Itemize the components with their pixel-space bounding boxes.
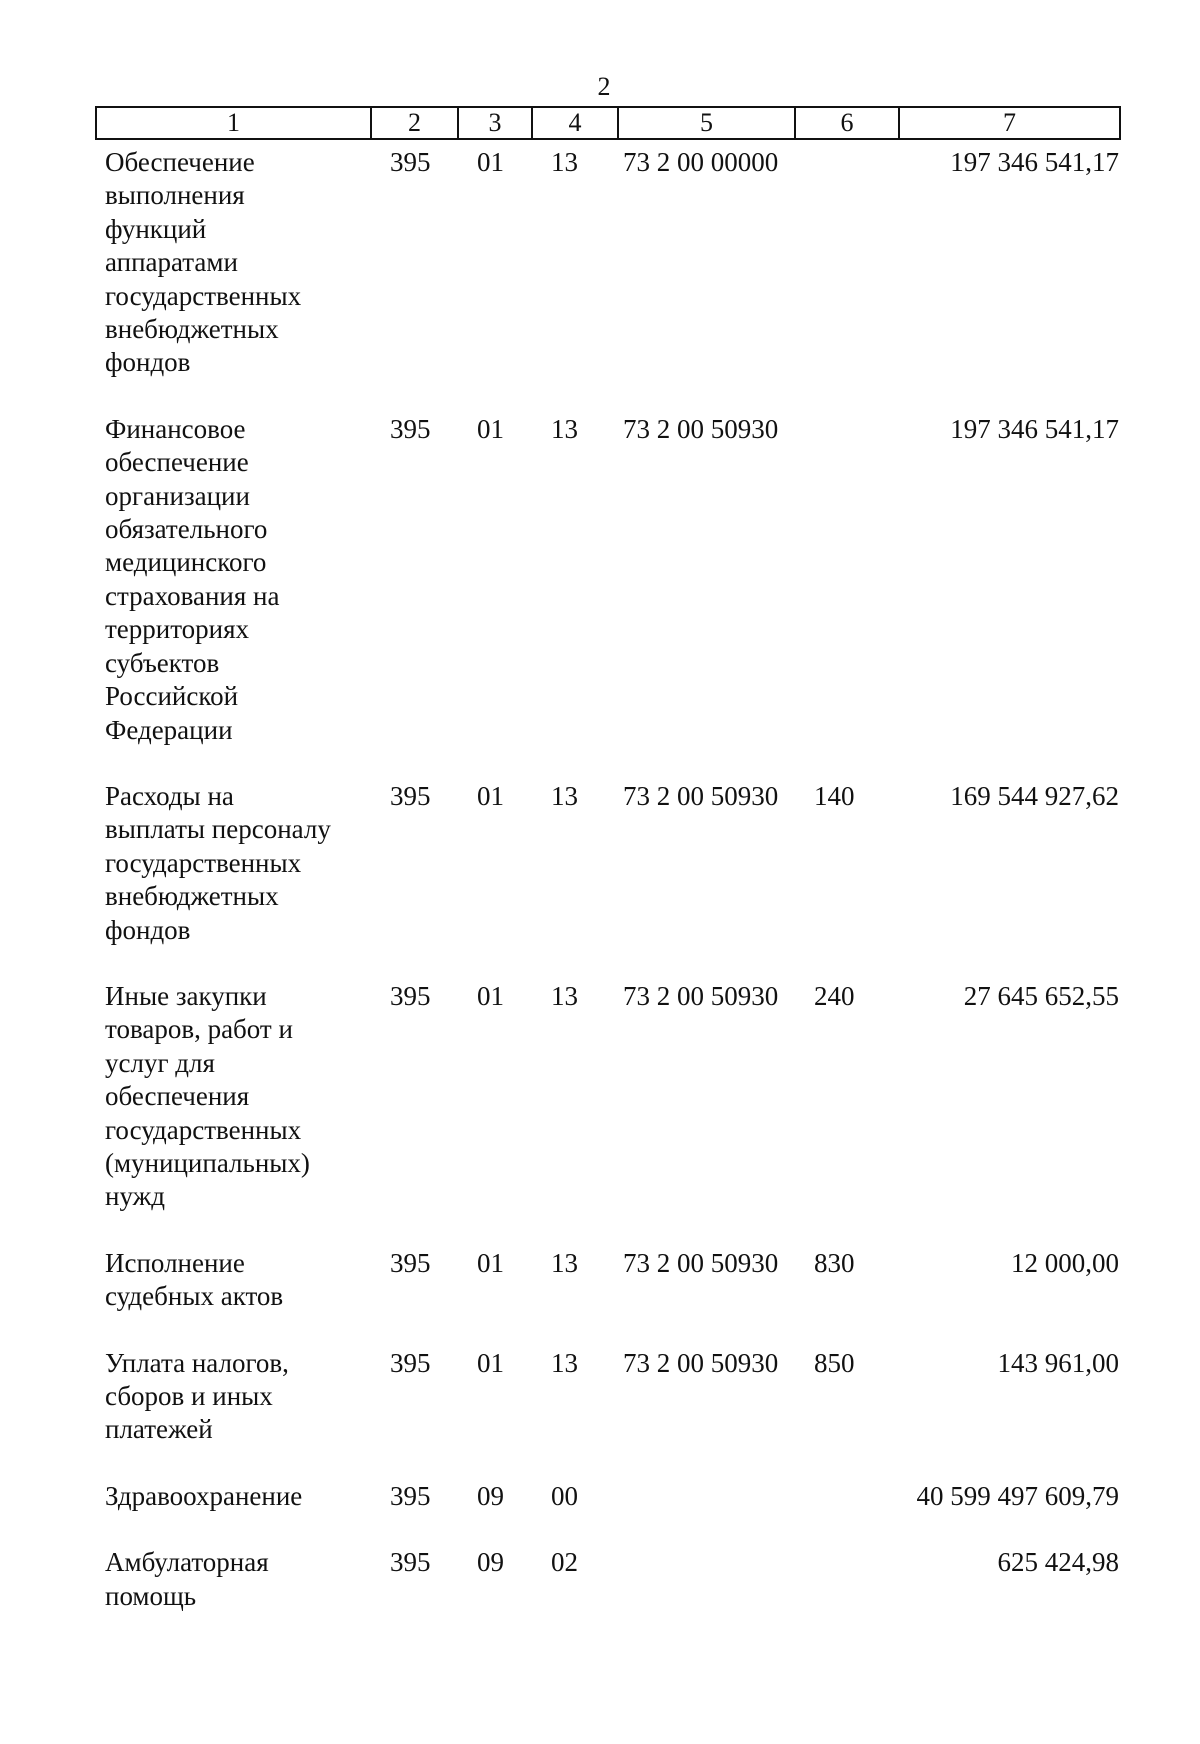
row-name — [95, 1247, 370, 1314]
row-name-line: организации — [105, 480, 250, 511]
table-row — [95, 1480, 1119, 1513]
row-spacer-cell — [95, 747, 1119, 780]
row-section-code: 01 — [477, 147, 504, 177]
table-row — [95, 413, 1119, 747]
row-name — [95, 1546, 370, 1613]
row-section-code: 01 — [477, 980, 504, 1011]
row-name — [95, 980, 370, 1214]
column-header-3: 3 — [458, 107, 532, 139]
row-target-article: 73 2 00 50930 — [623, 1347, 779, 1378]
row-amount: 197 346 541,17 — [950, 147, 1119, 177]
row-name-line: медицинского — [105, 547, 267, 578]
table-body — [95, 146, 1119, 1613]
row-name-line: товаров, работ и — [105, 1014, 293, 1045]
table-row — [95, 146, 1119, 380]
row-admin-code: 395 — [390, 1247, 431, 1278]
row-name-line: Иные закупки — [105, 980, 267, 1011]
row-section-code: 09 — [477, 1547, 504, 1578]
row-name — [95, 146, 370, 380]
row-name-line: Расходы на — [105, 780, 234, 811]
row-name-line: судебных актов — [105, 1281, 284, 1312]
row-name-line: страхования на — [105, 580, 280, 611]
column-header-2: 2 — [371, 107, 458, 139]
column-header-1: 1 — [96, 107, 371, 139]
row-spacer — [95, 1314, 1119, 1347]
row-spacer — [95, 1447, 1119, 1480]
row-name-line: государственных — [105, 847, 302, 878]
row-name-line: помощь — [105, 1580, 197, 1611]
row-subsection-code: 02 — [551, 1547, 578, 1578]
row-name-line: внебюджетных — [105, 314, 279, 345]
row-subsection-code: 13 — [551, 980, 578, 1011]
row-target-article — [617, 1480, 794, 1513]
row-expense-type — [794, 413, 898, 747]
budget-table — [95, 146, 1119, 1613]
row-name-line: обеспечения — [105, 1081, 250, 1112]
row-name-line: фондов — [105, 914, 191, 945]
row-name-line: Уплата налогов, — [105, 1347, 289, 1378]
row-spacer — [95, 947, 1119, 980]
row-admin-code: 395 — [390, 413, 431, 444]
row-name — [95, 1480, 370, 1513]
row-name-line: Федерации — [105, 714, 233, 745]
row-name-line: субъектов — [105, 647, 220, 678]
row-name-line: Российской — [105, 681, 239, 712]
column-header-row — [95, 106, 1121, 140]
row-expense-type — [794, 146, 898, 380]
row-spacer — [95, 1214, 1119, 1247]
row-amount: 40 599 497 609,79 — [916, 1480, 1119, 1511]
row-name-line: территориях — [105, 614, 250, 645]
row-target-article: 73 2 00 50930 — [623, 413, 779, 444]
row-amount: 143 961,00 — [997, 1347, 1119, 1378]
row-name — [95, 413, 370, 747]
row-spacer — [95, 380, 1119, 413]
row-expense-type — [794, 1480, 898, 1513]
row-subsection-code: 13 — [551, 1247, 578, 1278]
column-header-4: 4 — [532, 107, 618, 139]
row-section-code: 01 — [477, 780, 504, 811]
row-name-line: Здравоохранение — [105, 1480, 303, 1511]
column-header-6: 6 — [795, 107, 899, 139]
row-name-line: платежей — [105, 1414, 213, 1445]
row-spacer-cell — [95, 1214, 1119, 1247]
row-name-line: фондов — [105, 347, 191, 378]
row-expense-type: 140 — [814, 780, 855, 811]
row-section-code: 01 — [477, 1247, 504, 1278]
row-subsection-code: 13 — [551, 1347, 578, 1378]
column-header-7: 7 — [899, 107, 1120, 139]
row-amount: 625 424,98 — [997, 1547, 1119, 1578]
row-admin-code: 395 — [390, 1480, 431, 1511]
row-name-line: государственных — [105, 1114, 302, 1145]
row-spacer-cell — [95, 1447, 1119, 1480]
row-name-line: обязательного — [105, 514, 268, 545]
table-row — [95, 980, 1119, 1214]
row-expense-type: 830 — [814, 1247, 855, 1278]
row-admin-code: 395 — [390, 1347, 431, 1378]
row-spacer — [95, 747, 1119, 780]
row-name-line: государственных — [105, 280, 302, 311]
row-target-article: 73 2 00 50930 — [623, 1247, 779, 1278]
row-target-article: 73 2 00 00000 — [623, 147, 779, 177]
row-spacer-cell — [95, 380, 1119, 413]
row-name-line: выполнения — [105, 180, 245, 211]
row-name-line: услуг для — [105, 1047, 215, 1078]
row-target-article — [617, 1546, 794, 1613]
row-section-code: 01 — [477, 413, 504, 444]
row-name-line: функций — [105, 213, 207, 244]
row-name-line: Амбулаторная — [105, 1547, 269, 1578]
row-section-code: 09 — [477, 1480, 504, 1511]
row-name-line: выплаты персоналу — [105, 814, 331, 845]
row-subsection-code: 00 — [551, 1480, 578, 1511]
row-name-line: внебюджетных — [105, 881, 279, 912]
row-name-line: аппаратами — [105, 247, 238, 278]
row-name-line: Исполнение — [105, 1247, 245, 1278]
row-spacer — [95, 1513, 1119, 1546]
row-spacer-cell — [95, 1314, 1119, 1347]
row-admin-code: 395 — [390, 147, 431, 177]
row-target-article: 73 2 00 50930 — [623, 980, 779, 1011]
column-header-5: 5 — [618, 107, 795, 139]
table-row — [95, 1347, 1119, 1447]
row-name-line: нужд — [105, 1181, 165, 1212]
row-subsection-code: 13 — [551, 413, 578, 444]
row-spacer-cell — [95, 1513, 1119, 1546]
row-name — [95, 1347, 370, 1447]
row-admin-code: 395 — [390, 780, 431, 811]
table-row — [95, 780, 1119, 947]
row-subsection-code: 13 — [551, 780, 578, 811]
table-row — [95, 1247, 1119, 1314]
table-row — [95, 1546, 1119, 1613]
row-admin-code: 395 — [390, 1547, 431, 1578]
row-name-line: Обеспечение — [105, 147, 255, 177]
row-spacer-cell — [95, 947, 1119, 980]
row-expense-type: 240 — [814, 980, 855, 1011]
page-number: 2 — [597, 72, 611, 101]
row-expense-type — [794, 1546, 898, 1613]
row-amount: 12 000,00 — [1011, 1247, 1119, 1278]
row-amount: 197 346 541,17 — [950, 413, 1119, 444]
row-name-line: сборов и иных — [105, 1381, 273, 1411]
row-target-article: 73 2 00 50930 — [623, 780, 779, 811]
row-name-line: (муниципальных) — [105, 1147, 310, 1178]
row-name — [95, 780, 370, 947]
row-admin-code: 395 — [390, 980, 431, 1011]
row-amount: 27 645 652,55 — [963, 980, 1119, 1011]
row-subsection-code: 13 — [551, 147, 578, 177]
row-name-line: обеспечение — [105, 447, 249, 478]
row-section-code: 01 — [477, 1347, 504, 1378]
row-expense-type: 850 — [814, 1347, 855, 1378]
row-amount: 169 544 927,62 — [950, 780, 1119, 811]
row-name-line: Финансовое — [105, 413, 246, 444]
